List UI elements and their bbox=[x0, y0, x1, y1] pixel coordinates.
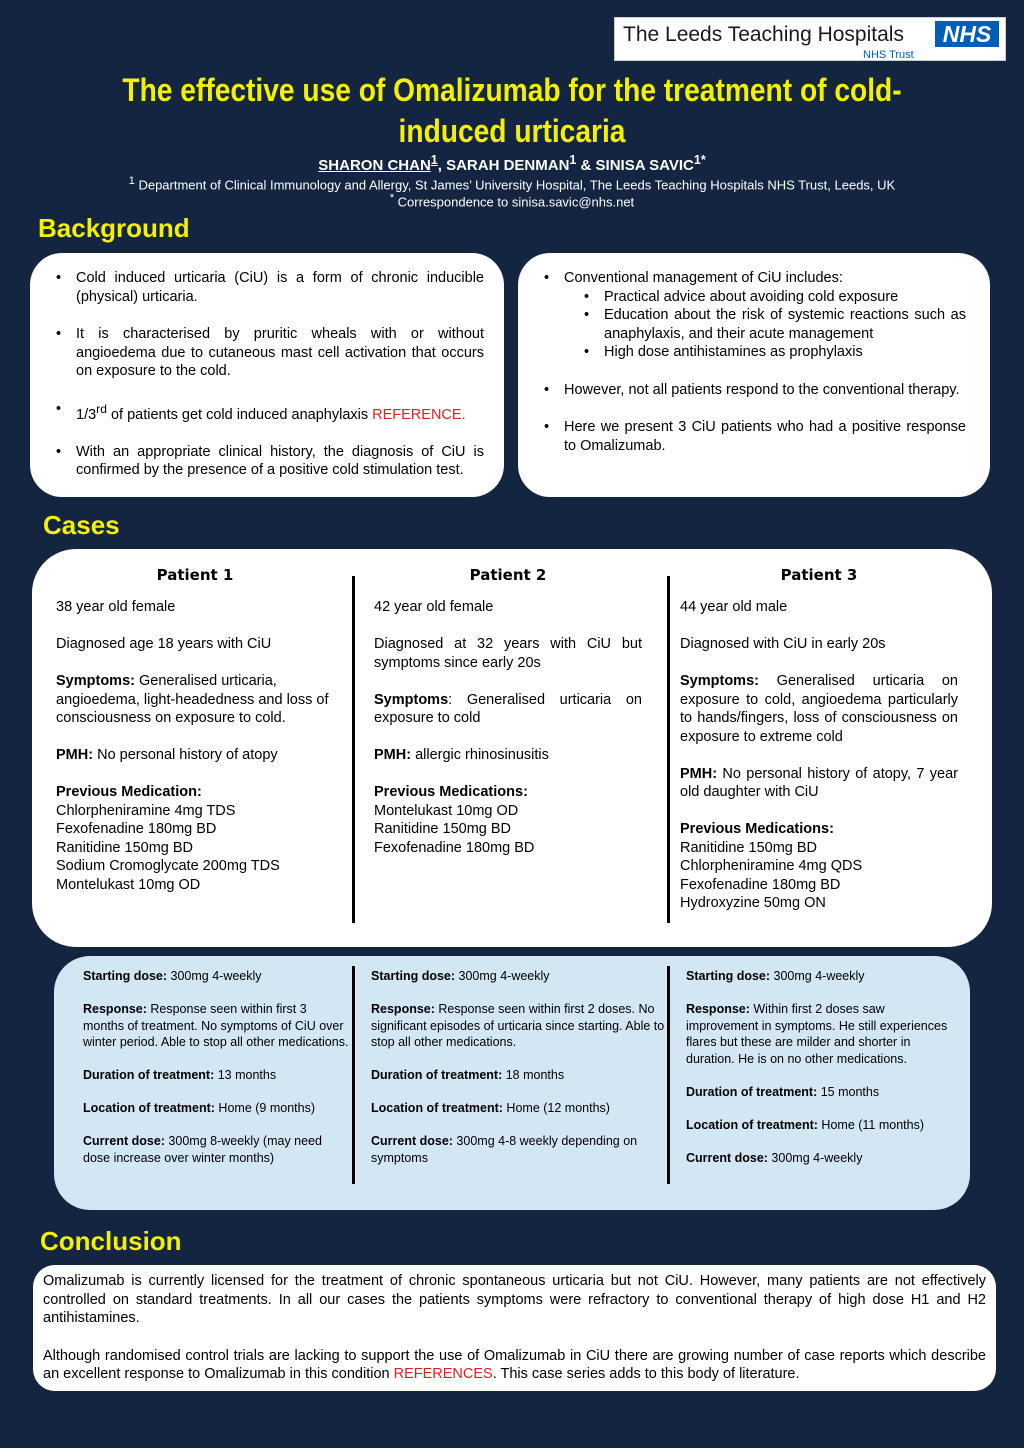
treatment-3-column bbox=[686, 968, 948, 1183]
conclusion-panel bbox=[33, 1265, 996, 1391]
treatment-3-start bbox=[686, 968, 948, 985]
author-3: & SINISA SAVIC bbox=[576, 157, 694, 174]
treatment-2-response bbox=[371, 1001, 667, 1051]
author-1-sup: 1 bbox=[430, 153, 438, 167]
patient-3-age: 44 year old male bbox=[680, 599, 788, 615]
symptoms-label: Symptoms: bbox=[680, 673, 759, 689]
sub-item: • Education about the risk of systemic reactions such as anaphylaxis, and their acute management bbox=[584, 306, 966, 343]
response-label: Response: bbox=[371, 1002, 435, 1016]
location-text: Home (9 months) bbox=[214, 1101, 315, 1115]
affiliation bbox=[0, 175, 1024, 192]
conclusion-p2-end: . This case series adds to this body of literature. bbox=[492, 1366, 800, 1382]
location-text: Home (11 months) bbox=[817, 1117, 925, 1132]
current-label: Current dose: bbox=[371, 1134, 453, 1148]
start-text: 300mg 4-weekly bbox=[770, 969, 865, 983]
patient-3-medications bbox=[680, 820, 958, 913]
pmh-label: PMH: bbox=[56, 747, 94, 763]
patient-2-column bbox=[374, 566, 642, 876]
background-heading: Background bbox=[38, 213, 190, 243]
medication-label: Previous Medication: bbox=[56, 784, 202, 800]
author-line bbox=[0, 153, 1024, 174]
affiliation-text: Department of Clinical Immunology and Allergy, St James’ University Hospital, The Leeds Teaching Hospitals NHS Trust, Leeds, UK bbox=[138, 177, 896, 193]
current-label: Current dose: bbox=[686, 1150, 768, 1165]
poster-title: The effective use of Omalizumab for the treatment of cold-induced urticaria bbox=[122, 72, 902, 149]
b3-pre: 1/3 bbox=[76, 406, 97, 423]
list-item bbox=[544, 269, 966, 362]
treatment-1-response bbox=[83, 1001, 349, 1051]
treatment-3-duration bbox=[686, 1084, 948, 1101]
sub-item: • High dose antihistamines as prophylaxis bbox=[584, 343, 966, 362]
treatment-3-location bbox=[686, 1117, 948, 1134]
author-3-sup: 1* bbox=[693, 153, 706, 167]
response-label: Response: bbox=[83, 1002, 147, 1016]
medication-label: Previous Medications: bbox=[374, 784, 528, 800]
pmh-text: allergic rhinosinusitis bbox=[411, 747, 549, 763]
patient-1-pmh bbox=[56, 746, 334, 765]
response-text: Response seen within first 3 months of treatment. No symptoms of CiU over winter period. Able to stop all other medications. bbox=[83, 1002, 349, 1049]
current-label: Current dose: bbox=[83, 1134, 165, 1148]
patient-3-symptoms bbox=[680, 672, 958, 746]
case-divider bbox=[667, 576, 670, 923]
background-right-panel bbox=[518, 253, 990, 497]
patient-3-diagnosis: Diagnosed with CiU in early 20s bbox=[680, 636, 886, 652]
duration-label: Duration of treatment: bbox=[83, 1068, 215, 1082]
list-item bbox=[56, 400, 484, 424]
author-1: SHARON CHAN bbox=[318, 157, 431, 174]
medication-item: Chlorpheniramine 4mg TDS bbox=[56, 802, 236, 819]
pmh-label: PMH: bbox=[374, 747, 412, 763]
conclusion-paragraph-2 bbox=[43, 1347, 986, 1384]
start-text: 300mg 4-weekly bbox=[167, 969, 262, 983]
nhs-badge: NHS bbox=[935, 21, 999, 47]
treatment-1-duration bbox=[83, 1067, 349, 1084]
treatment-1-column bbox=[83, 968, 349, 1183]
patient-2-title: Patient 2 bbox=[469, 566, 547, 584]
author-2-sup: 1 bbox=[569, 153, 577, 167]
medication-item: Hydroxyzine 50mg ON bbox=[680, 895, 826, 911]
treatment-1-current bbox=[83, 1133, 349, 1166]
duration-text: 13 months bbox=[214, 1068, 277, 1082]
patient-1-title: Patient 1 bbox=[156, 566, 234, 584]
response-text: Within first 2 doses saw improvement in symptoms. He still experiences flares but these are milder and shorter in duration. He is on no other medications. bbox=[686, 1002, 948, 1066]
patient-1-symptoms bbox=[56, 672, 334, 728]
treatment-2-column bbox=[371, 968, 667, 1183]
logo-org-name: The Leeds Teaching Hospitals bbox=[623, 23, 904, 46]
correspondence-sup: * bbox=[389, 192, 395, 204]
response-label: Response: bbox=[686, 1002, 750, 1016]
treatment-3-response bbox=[686, 1001, 948, 1067]
location-label: Location of treatment: bbox=[371, 1101, 503, 1115]
list-item: • Here we present 3 CiU patients who had a positive response to Omalizumab. bbox=[544, 418, 966, 455]
background-right-list bbox=[544, 269, 966, 455]
patient-2-age: 42 year old female bbox=[374, 599, 494, 615]
medication-item: Montelukast 10mg OD bbox=[56, 876, 201, 893]
duration-text: 15 months bbox=[817, 1084, 880, 1099]
patient-3-title: Patient 3 bbox=[780, 566, 858, 584]
affiliation-sup: 1 bbox=[128, 175, 135, 187]
pmh-text: No personal history of atopy bbox=[93, 747, 278, 763]
correspondence bbox=[0, 192, 1024, 209]
medication-item: Fexofenadine 180mg BD bbox=[680, 876, 841, 893]
patient-1-medications bbox=[56, 783, 334, 894]
symptoms-text: : Generalised urticaria on exposure to cold bbox=[374, 691, 642, 726]
treatment-divider bbox=[667, 966, 670, 1184]
patient-3-column bbox=[680, 566, 958, 931]
start-text: 300mg 4-weekly bbox=[455, 969, 550, 983]
pmh-text: No personal history of atopy, 7 year old daughter with CiU bbox=[680, 765, 958, 800]
response-text: Response seen within first 2 doses. No significant episodes of urticaria since starting. Able to stop all other medications. bbox=[371, 1002, 665, 1049]
conclusion-p2-text: Although randomised control trials are lacking to support the use of Omalizumab in CiU there are growing number of case reports which describe an excellent response to Omalizumab in this condition bbox=[43, 1347, 986, 1382]
medication-item: Ranitidine 150mg BD bbox=[680, 839, 818, 856]
medication-item: Sodium Cromoglycate 200mg TDS bbox=[56, 858, 280, 874]
symptoms-text: Generalised urticaria on exposure to cold, angioedema particularly to hands/fingers, loss of consciousness on exposure to extreme cold bbox=[680, 673, 958, 745]
patient-1-column bbox=[56, 566, 334, 913]
patient-3-pmh bbox=[680, 765, 958, 802]
symptoms-label: Symptoms bbox=[374, 691, 449, 708]
duration-label: Duration of treatment: bbox=[371, 1068, 503, 1082]
b3-sup: rd bbox=[96, 401, 107, 416]
location-label: Location of treatment: bbox=[686, 1117, 818, 1132]
medication-item: Fexofenadine 180mg BD bbox=[56, 821, 217, 837]
cases-heading: Cases bbox=[43, 510, 120, 540]
medication-item: Fexofenadine 180mg BD bbox=[374, 839, 535, 856]
symptoms-label: Symptoms: bbox=[56, 673, 135, 689]
treatment-1-start bbox=[83, 968, 349, 985]
current-text: 300mg 4-8 weekly depending on symptoms bbox=[371, 1134, 638, 1165]
treatment-1-location bbox=[83, 1100, 349, 1117]
patient-1-age: 38 year old female bbox=[56, 599, 176, 615]
treatment-2-current bbox=[371, 1133, 667, 1166]
start-label: Starting dose: bbox=[686, 969, 771, 983]
start-label: Starting dose: bbox=[83, 969, 168, 983]
location-label: Location of treatment: bbox=[83, 1101, 215, 1115]
current-text: 300mg 8-weekly (may need dose increase over winter months) bbox=[83, 1134, 322, 1165]
background-left-panel bbox=[30, 253, 504, 497]
start-label: Starting dose: bbox=[371, 969, 456, 983]
treatment-2-location bbox=[371, 1100, 667, 1117]
author-2: , SARAH DENMAN bbox=[437, 157, 570, 174]
treatment-2-duration bbox=[371, 1067, 667, 1084]
reference-placeholder: REFERENCE. bbox=[372, 406, 466, 423]
medication-item: Chlorpheniramine 4mg QDS bbox=[680, 858, 863, 874]
treatment-divider bbox=[352, 966, 355, 1184]
correspondence-text: Correspondence to sinisa.savic@nhs.net bbox=[397, 194, 635, 210]
conclusion-heading: Conclusion bbox=[40, 1226, 182, 1256]
symptoms-text: Generalised urticaria, angioedema, light-headedness and loss of consciousness on exposure to cold. bbox=[56, 673, 329, 726]
patient-2-symptoms bbox=[374, 691, 642, 728]
conclusion-paragraph-1: Omalizumab is currently licensed for the treatment of chronic spontaneous urticaria but not CiU. However, many patients are not effectively controlled on standard treatments. In all our cases the patients symptoms were refractory to conventional therapy of high dose H1 and H2 antihistamines. bbox=[43, 1273, 986, 1326]
location-text: Home (12 months) bbox=[502, 1101, 610, 1115]
management-sublist bbox=[564, 288, 966, 362]
current-text: 300mg 4-weekly bbox=[767, 1150, 863, 1165]
references-placeholder: REFERENCES bbox=[393, 1366, 493, 1382]
duration-label: Duration of treatment: bbox=[686, 1084, 818, 1099]
list-item: • It is characterised by pruritic wheals with or without angioedema due to cutaneous mast cell activation that occurs on exposure to the cold. bbox=[56, 325, 484, 381]
management-intro: Conventional management of CiU includes: bbox=[564, 270, 843, 286]
treatment-3-current bbox=[686, 1150, 948, 1167]
patient-2-medications bbox=[374, 783, 642, 857]
medication-item: Montelukast 10mg OD bbox=[374, 802, 519, 819]
patient-1-diagnosis: Diagnosed age 18 years with CiU bbox=[56, 636, 272, 652]
medication-label: Previous Medications: bbox=[680, 821, 834, 837]
medication-item: Ranitidine 150mg BD bbox=[56, 839, 194, 856]
logo-trust-label: NHS Trust bbox=[863, 49, 914, 61]
pmh-label: PMH: bbox=[680, 765, 718, 782]
patient-2-pmh bbox=[374, 746, 642, 765]
treatment-2-start bbox=[371, 968, 667, 985]
list-item: • Cold induced urticaria (CiU) is a form of chronic inducible (physical) urticaria. bbox=[56, 269, 484, 306]
medication-item: Ranitidine 150mg BD bbox=[374, 821, 512, 837]
case-divider bbox=[352, 576, 355, 923]
duration-text: 18 months bbox=[502, 1068, 565, 1082]
patient-2-diagnosis: Diagnosed at 32 years with CiU but symptoms since early 20s bbox=[374, 636, 642, 671]
list-item: • However, not all patients respond to the conventional therapy. bbox=[544, 381, 966, 400]
background-left-list bbox=[56, 269, 484, 480]
b3-post: of patients get cold induced anaphylaxis bbox=[106, 406, 373, 423]
trust-logo bbox=[614, 17, 1006, 61]
sub-item: • Practical advice about avoiding cold exposure bbox=[584, 288, 966, 307]
list-item: • With an appropriate clinical history, the diagnosis of CiU is confirmed by the presence of a positive cold stimulation test. bbox=[56, 443, 484, 480]
